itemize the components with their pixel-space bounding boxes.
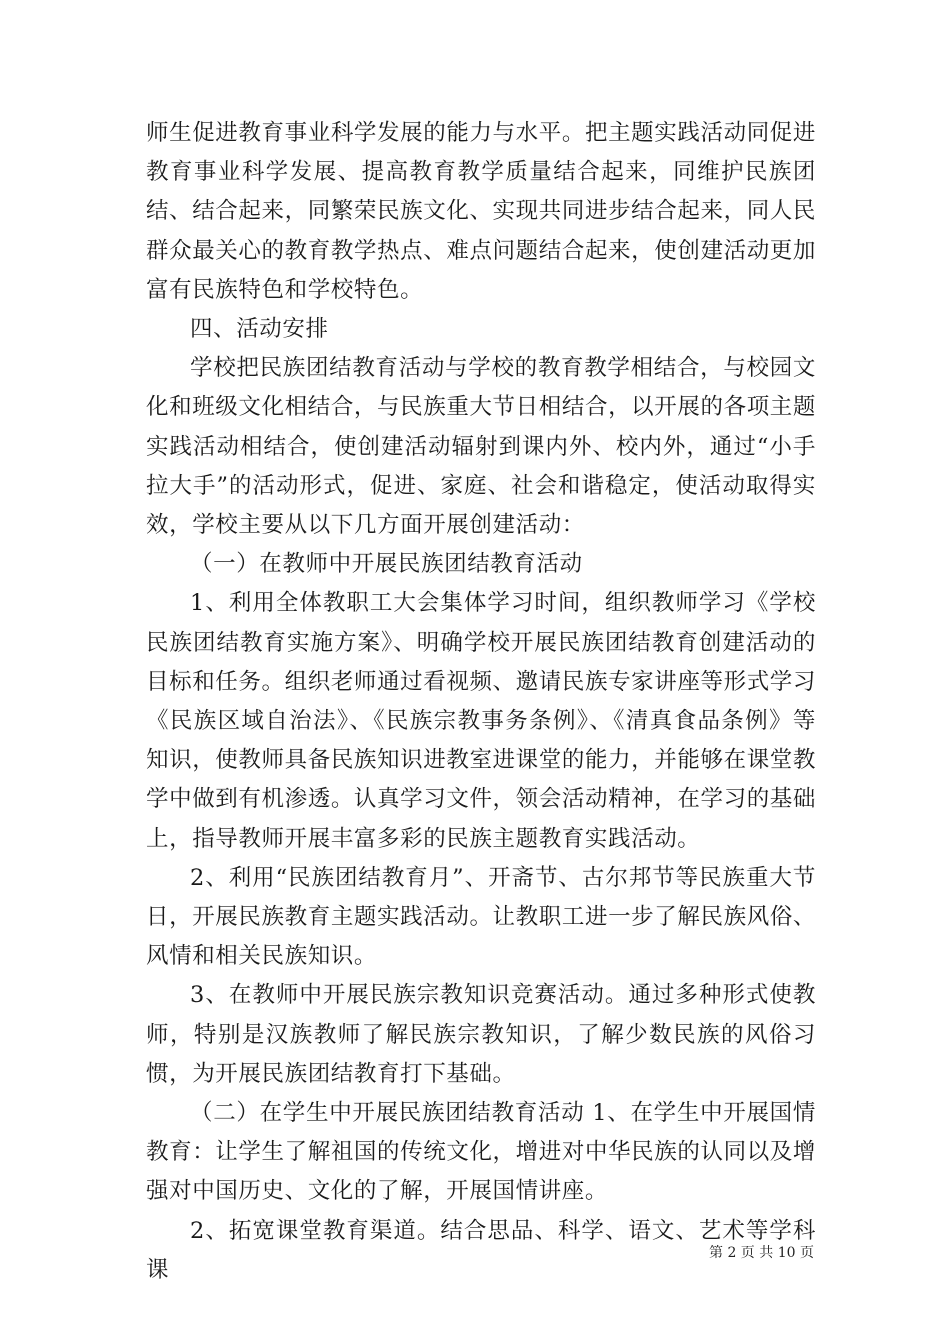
paragraph-continuation: 师生促进教育事业科学发展的能力与水平。把主题实践活动同促进教育事业科学发展、提高教育教学质量结合起来，同维护民族团结、结合起来，同繁荣民族文化、实现共同进步结合起来，同人民群众最关心的教育教学热点、难点问题结合起来，使创建活动更加富有民族特色和学校特色。 bbox=[146, 120, 816, 303]
paragraph-activity-overview: 学校把民族团结教育活动与学校的教育教学相结合，与校园文化和班级文化相结合，与民族重大节日相结合，以开展的各项主题实践活动相结合，使创建活动辐射到课内外、校内外，通过“小手拉大手”的活动形式，促进、家庭、社会和谐稳定，使活动取得实效，学校主要从以下几方面开展创建活动： bbox=[146, 355, 816, 539]
subheading-teachers: （一）在教师中开展民族团结教育活动 bbox=[190, 551, 583, 578]
paragraph-item-3: 3、在教师中开展民族宗教知识竞赛活动。通过多种形式使教师，特别是汉族教师了解民族宗教知识，了解少数民族的风俗习惯，为开展民族团结教育打下基础。 bbox=[146, 982, 816, 1087]
page-number-footer: 第 2 页 共 10 页 bbox=[709, 1245, 814, 1261]
paragraph-item-2: 2、利用“民族团结教育月”、开斋节、古尔邦节等民族重大节日，开展民族教育主题实践活动。让教职工进一步了解民族风俗、风情和相关民族知识。 bbox=[146, 864, 816, 970]
paragraph-item-1: 1、利用全体教职工大会集体学习时间，组织教师学习《学校民族团结教育实施方案》、明确学校开展民族团结教育创建活动的目标和任务。组织老师通过看视频、邀请民族专家讲座等形式学习《民族区域自治法》、《民族宗教事务条例》、《清真食品条例》等知识，使教师具备民族知识进教室进课堂的能力，并能够在课堂教学中做到有机渗透。认真学习文件，领会活动精神，在学习的基础上，指导教师开展丰富多彩的民族主题教育实践活动。 bbox=[146, 590, 816, 852]
section-heading-activity-arrangement: 四、活动安排 bbox=[190, 316, 329, 343]
document-body bbox=[146, 114, 816, 1290]
subheading-students: （二）在学生中开展民族团结教育活动 1、在学生中开展国情教育：让学生了解祖国的传统文化，增进对中华民族的认同以及增强对中国历史、文化的了解，开展国情讲座。 bbox=[146, 1100, 816, 1205]
paragraph-student-item-2: 2、拓宽课堂教育渠道。结合思品、科学、语文、艺术等学科课 bbox=[146, 1217, 816, 1283]
